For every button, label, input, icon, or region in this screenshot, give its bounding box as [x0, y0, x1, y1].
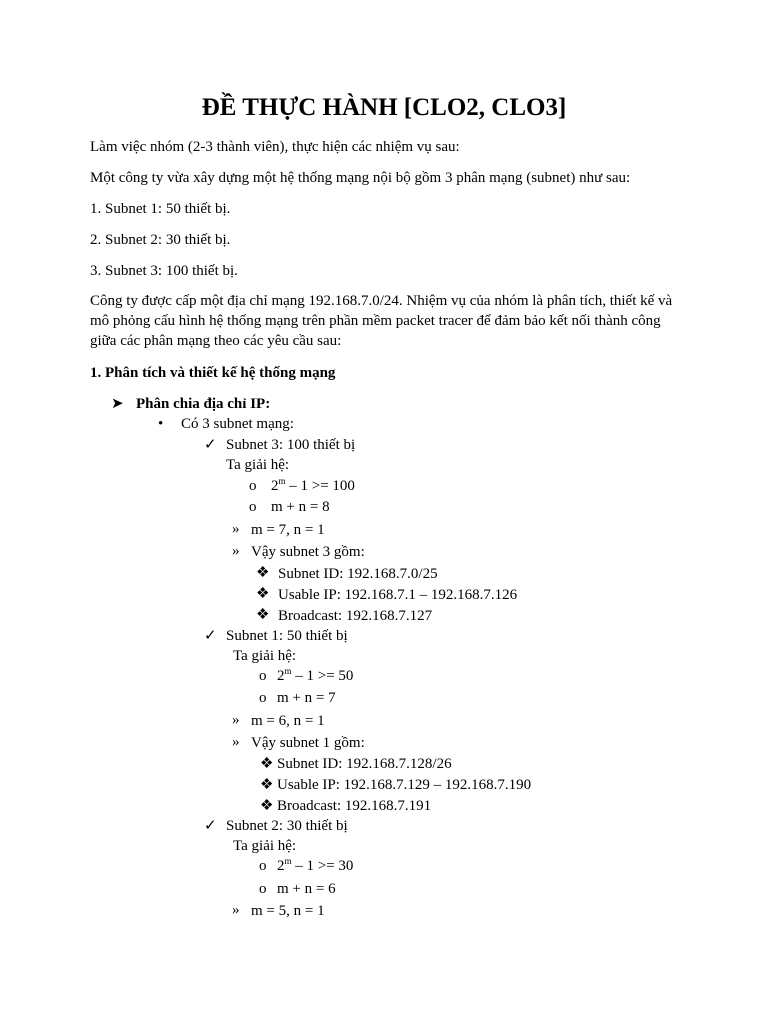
double-arrow-icon: »	[232, 543, 240, 559]
subnet-requirement-2: 2. Subnet 2: 30 thiết bị.	[90, 232, 231, 248]
subnet3-conclusion: Vậy subnet 3 gồm:	[251, 544, 365, 560]
subnet3-solve-label: Ta giải hệ:	[226, 457, 290, 473]
subnet3-usable: Usable IP: 192.168.7.1 – 192.168.7.126	[278, 587, 518, 603]
check-icon: ✓	[204, 628, 217, 644]
subnet3-heading: Subnet 3: 100 thiết bị	[226, 437, 356, 453]
circle-bullet-icon: o	[249, 478, 257, 494]
subnet2-equation-2: m + n = 6	[277, 881, 336, 897]
bullet-icon: •	[158, 416, 164, 432]
subnet-count-text: Có 3 subnet mạng:	[181, 416, 294, 432]
circle-bullet-icon: o	[259, 881, 267, 897]
arrow-bullet-icon: ➤	[111, 396, 124, 412]
subnet2-equation-1: 2$^m$ – 1 >= 30	[277, 856, 354, 874]
subnet1-id: Subnet ID: 192.168.7.128/26	[277, 756, 452, 772]
intro-paragraph: Làm việc nhóm (2-3 thành viên), thực hiện các nhiệm vụ sau:	[90, 139, 460, 155]
diamond-bullet-icon: ❖	[260, 756, 274, 772]
subnet2-solve-label: Ta giải hệ:	[233, 838, 297, 854]
diamond-bullet-icon: ❖	[256, 607, 270, 623]
subnet2-heading: Subnet 2: 30 thiết bị	[226, 818, 348, 834]
circle-bullet-icon: o	[259, 690, 267, 706]
circle-bullet-icon: o	[259, 668, 267, 684]
subnet1-heading: Subnet 1: 50 thiết bị	[226, 628, 348, 644]
page-title: ĐỀ THỰC HÀNH [CLO2, CLO3]	[201, 94, 567, 121]
subnet3-broadcast: Broadcast: 192.168.7.127	[278, 608, 433, 624]
section-heading: 1. Phân tích và thiết kế hệ thống mạng	[90, 365, 336, 381]
circle-bullet-icon: o	[259, 858, 267, 874]
subnet1-result: m = 6, n = 1	[251, 713, 325, 729]
subnet3-id: Subnet ID: 192.168.7.0/25	[278, 566, 438, 582]
check-icon: ✓	[204, 437, 217, 453]
subnet-requirement-1: 1. Subnet 1: 50 thiết bị.	[90, 201, 231, 217]
diamond-bullet-icon: ❖	[260, 798, 274, 814]
subnet1-solve-label: Ta giải hệ:	[233, 648, 297, 664]
circle-bullet-icon: o	[249, 499, 257, 515]
subnet3-equation-2: m + n = 8	[271, 499, 330, 515]
subnet1-usable: Usable IP: 192.168.7.129 – 192.168.7.190	[277, 777, 532, 793]
subnet1-broadcast: Broadcast: 192.168.7.191	[277, 798, 432, 814]
subnet1-equation-2: m + n = 7	[277, 690, 336, 706]
subnet1-conclusion: Vậy subnet 1 gồm:	[251, 735, 365, 751]
diamond-bullet-icon: ❖	[260, 777, 274, 793]
ip-allocation-heading: Phân chia địa chỉ IP:	[136, 396, 271, 412]
subnet2-result: m = 5, n = 1	[251, 903, 325, 919]
subnet3-result: m = 7, n = 1	[251, 522, 325, 538]
task-paragraph: Công ty được cấp một địa chỉ mạng 192.168.7.0/24. Nhiệm vụ của nhóm là phân tích, thiết kế và mô phỏng cấu hình hệ thống mạng trên phần mềm packet tracer để đảm bảo kết nối thành công giữa các phân mạng theo các yêu cầu sau:	[90, 293, 673, 349]
double-arrow-icon: »	[232, 734, 240, 750]
double-arrow-icon: »	[232, 521, 240, 537]
check-icon: ✓	[204, 818, 217, 834]
double-arrow-icon: »	[232, 902, 240, 918]
company-paragraph: Một công ty vừa xây dựng một hệ thống mạng nội bộ gồm 3 phân mạng (subnet) như sau:	[90, 170, 631, 186]
subnet-requirement-3: 3. Subnet 3: 100 thiết bị.	[90, 263, 238, 279]
subnet3-equation-1: 2$^m$ – 1 >= 100	[271, 476, 355, 494]
subnet1-equation-1: 2$^m$ – 1 >= 50	[277, 666, 354, 684]
diamond-bullet-icon: ❖	[256, 586, 270, 602]
double-arrow-icon: »	[232, 712, 240, 728]
diamond-bullet-icon: ❖	[256, 565, 270, 581]
